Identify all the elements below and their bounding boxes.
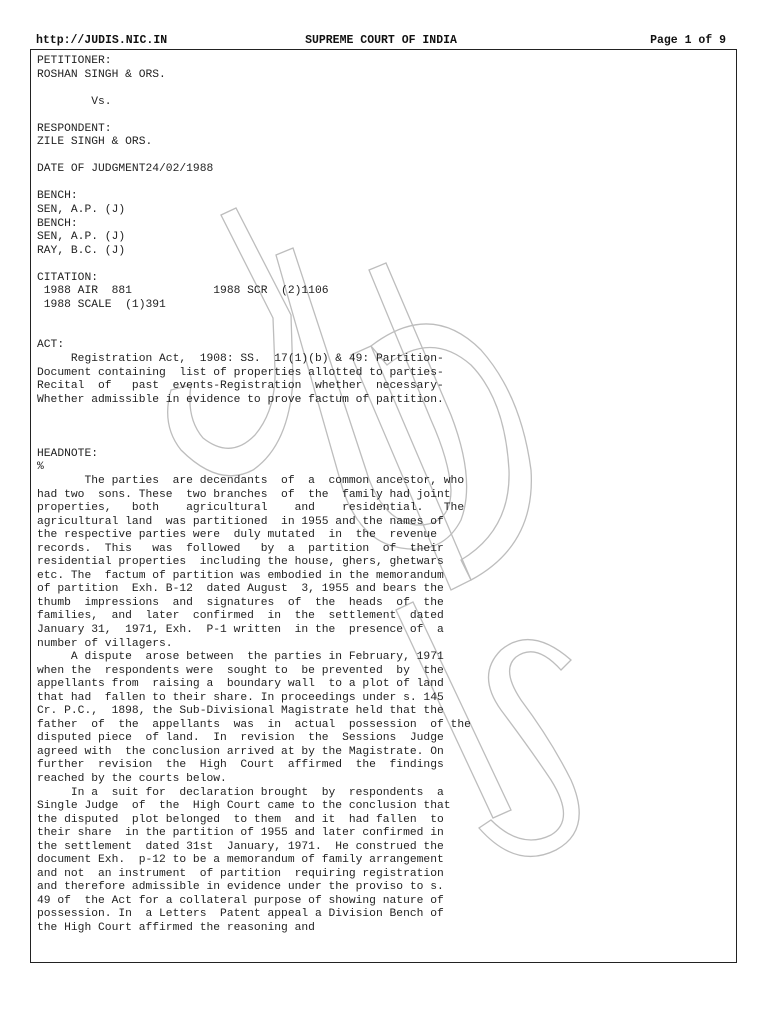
headnote-line: residential properties including the house, ghers, ghetwars	[37, 556, 444, 569]
headnote-line: had two sons. These two branches of the family had joint	[37, 488, 451, 501]
bench-judge: SEN, A.P. (J)	[37, 231, 126, 244]
act-line: Whether admissible in evidence to prove factum of partition.	[37, 393, 444, 406]
headnote-line: father of the appellants was in actual possession of the	[37, 718, 471, 731]
headnote-line: agricultural land was partitioned in 1955 and the names of	[37, 515, 444, 528]
citation-line: 1988 AIR 881 1988 SCR (2)1106	[37, 285, 329, 298]
headnote-line: the respective parties were duly mutated in the revenue	[37, 529, 437, 542]
judgment-text	[37, 55, 507, 936]
headnote-line: and therefore admissible in evidence under the proviso to s.	[37, 881, 444, 894]
headnote-line: disputed piece of land. In revision the Sessions Judge	[37, 732, 444, 745]
headnote-line: when the respondents were sought to be prevented by the	[37, 664, 444, 677]
headnote-line: etc. The factum of partition was embodied in the memorandum	[37, 569, 444, 582]
headnote-line: Cr. P.C., 1898, the Sub-Divisional Magistrate held that the	[37, 705, 444, 718]
headnote-line: thumb impressions and signatures of the heads of the	[37, 596, 444, 609]
headnote-line: document Exh. p-12 to be a memorandum of family arrangement	[37, 854, 444, 867]
page-header	[36, 34, 726, 48]
act-line: Registration Act, 1908: SS. 17(1)(b) & 49: Partition-	[37, 353, 444, 366]
act-line: Recital of past events-Registration whether necessary-	[37, 380, 444, 393]
headnote-line: agreed with the conclusion arrived at by the Magistrate. On	[37, 745, 444, 758]
date-of-judgment: DATE OF JUDGMENT24/02/1988	[37, 163, 214, 176]
headnote-label: HEADNOTE:	[37, 447, 99, 460]
headnote-line: the disputed plot belonged to them and it had fallen to	[37, 813, 444, 826]
headnote-line: of partition Exh. B-12 dated August 3, 1955 and bears the	[37, 583, 444, 596]
petitioner-name: ROSHAN SINGH & ORS.	[37, 68, 166, 81]
headnote-line: properties, both agricultural and residential. The	[37, 502, 465, 515]
citation-line: 1988 SCALE (1)391	[37, 298, 166, 311]
headnote-line: January 31, 1971, Exh. P-1 written in the presence of a	[37, 623, 444, 636]
headnote-line: further revision the High Court affirmed the findings	[37, 759, 444, 772]
headnote-line: the High Court affirmed the reasoning and	[37, 922, 315, 934]
headnote-line: families, and later confirmed in the settlement dated	[37, 610, 444, 623]
headnote-line: Single Judge of the High Court came to the conclusion that	[37, 800, 451, 813]
bench-label: BENCH:	[37, 190, 78, 203]
headnote-line: appellants from raising a boundary wall to a plot of land	[37, 678, 444, 691]
headnote-line: records. This was followed by a partition of their	[37, 542, 444, 555]
headnote-line: In a suit for declaration brought by respondents a	[37, 786, 444, 799]
headnote-line: A dispute arose between the parties in February, 1971	[37, 651, 444, 664]
headnote-line: their share in the partition of 1955 and later confirmed in	[37, 827, 444, 840]
headnote-line: reached by the courts below.	[37, 772, 227, 785]
headnote-line: and not an instrument of partition requiring registration	[37, 867, 444, 880]
versus: Vs.	[37, 95, 112, 108]
petitioner-label: PETITIONER:	[37, 55, 112, 67]
court-name: SUPREME COURT OF INDIA	[305, 34, 457, 47]
source-url[interactable]: http://JUDIS.NIC.IN	[36, 34, 168, 47]
page-number: Page 1 of 9	[650, 34, 726, 47]
headnote-line: 49 of the Act for a collateral purpose of showing nature of	[37, 894, 444, 907]
headnote-line: that had fallen to their share. In proceedings under s. 145	[37, 691, 444, 704]
citation-label: CITATION:	[37, 271, 99, 284]
act-label: ACT:	[37, 339, 65, 352]
headnote-line: the settlement dated 31st January, 1971. He construed the	[37, 840, 444, 853]
bench-judge: RAY, B.C. (J)	[37, 244, 126, 257]
headnote-line: number of villagers.	[37, 637, 173, 650]
headnote-line: The parties are decendants of a common ancestor, who	[37, 474, 465, 487]
document-frame	[30, 49, 737, 963]
respondent-name: ZILE SINGH & ORS.	[37, 136, 153, 149]
act-line: Document containing list of properties allotted to parties-	[37, 366, 444, 379]
headnote-line: possession. In a Letters Patent appeal a Division Bench of	[37, 908, 444, 921]
bench-judge: SEN, A.P. (J)	[37, 204, 126, 217]
bench-label-2: BENCH:	[37, 217, 78, 230]
headnote-marker: %	[37, 461, 44, 474]
respondent-label: RESPONDENT:	[37, 122, 112, 135]
